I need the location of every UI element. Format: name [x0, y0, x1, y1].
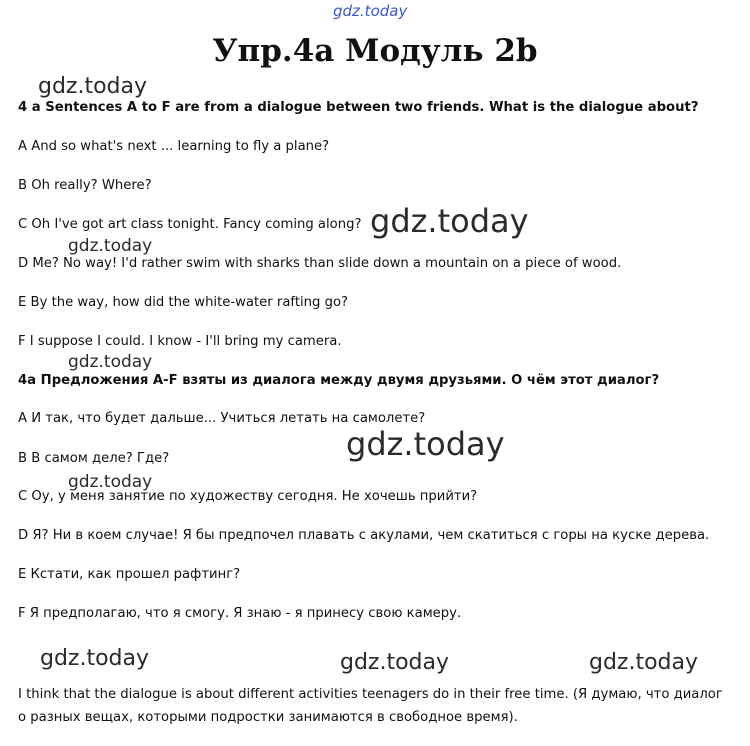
watermark: gdz.today	[370, 202, 529, 240]
page-title: Упр.4a Модуль 2b	[212, 33, 538, 69]
english-sentence-b: B Oh really? Where?	[18, 178, 152, 193]
english-task-heading: 4 a Sentences A to F are from a dialogue between two friends. What is the dialogue about?	[18, 100, 699, 115]
answer-text: I think that the dialogue is about different activities teenagers do in their free time. (Я думаю, что диалог о разных вещах, которыми подростки занимаются в свободное время).	[18, 687, 723, 725]
english-sentence-e: E By the way, how did the white-water rafting go?	[18, 295, 349, 310]
watermark: gdz.today	[340, 650, 450, 675]
english-sentence-f: F I suppose I could. I know - I'll bring my camera.	[18, 334, 342, 349]
russian-sentence-c: С Оу, у меня занятие по художеству сегодня. Не хочешь прийти?	[18, 489, 478, 504]
watermark: gdz.today	[68, 472, 153, 492]
watermark: gdz.today	[333, 2, 408, 20]
watermark: gdz.today	[346, 425, 505, 463]
english-sentence-c: C Oh I've got art class tonight. Fancy coming along?	[18, 217, 362, 232]
russian-sentence-e: Е Кстати, как прошел рафтинг?	[18, 567, 241, 582]
russian-sentence-b: В В самом деле? Где?	[18, 451, 170, 466]
russian-task-heading: 4a Предложения A-F взяты из диалога между двумя друзьями. О чём этот диалог?	[18, 373, 660, 388]
russian-sentence-f: F Я предполагаю, что я смогу. Я знаю - я принесу свою камеру.	[18, 606, 462, 621]
watermark: gdz.today	[589, 650, 699, 675]
english-sentence-a: A And so what's next ... learning to fly a plane?	[18, 139, 330, 154]
watermark: gdz.today	[38, 74, 148, 99]
russian-sentence-d: D Я? Ни в коем случае! Я бы предпочел плавать с акулами, чем скатиться с горы на куске дерева.	[18, 528, 710, 543]
russian-sentence-a: А И так, что будет дальше... Учиться летать на самолете?	[18, 411, 426, 426]
english-sentence-d: D Me? No way! I'd rather swim with sharks than slide down a mountain on a piece of wood.	[18, 256, 622, 271]
watermark: gdz.today	[68, 236, 153, 256]
watermark: gdz.today	[68, 352, 153, 372]
watermark: gdz.today	[40, 646, 150, 671]
